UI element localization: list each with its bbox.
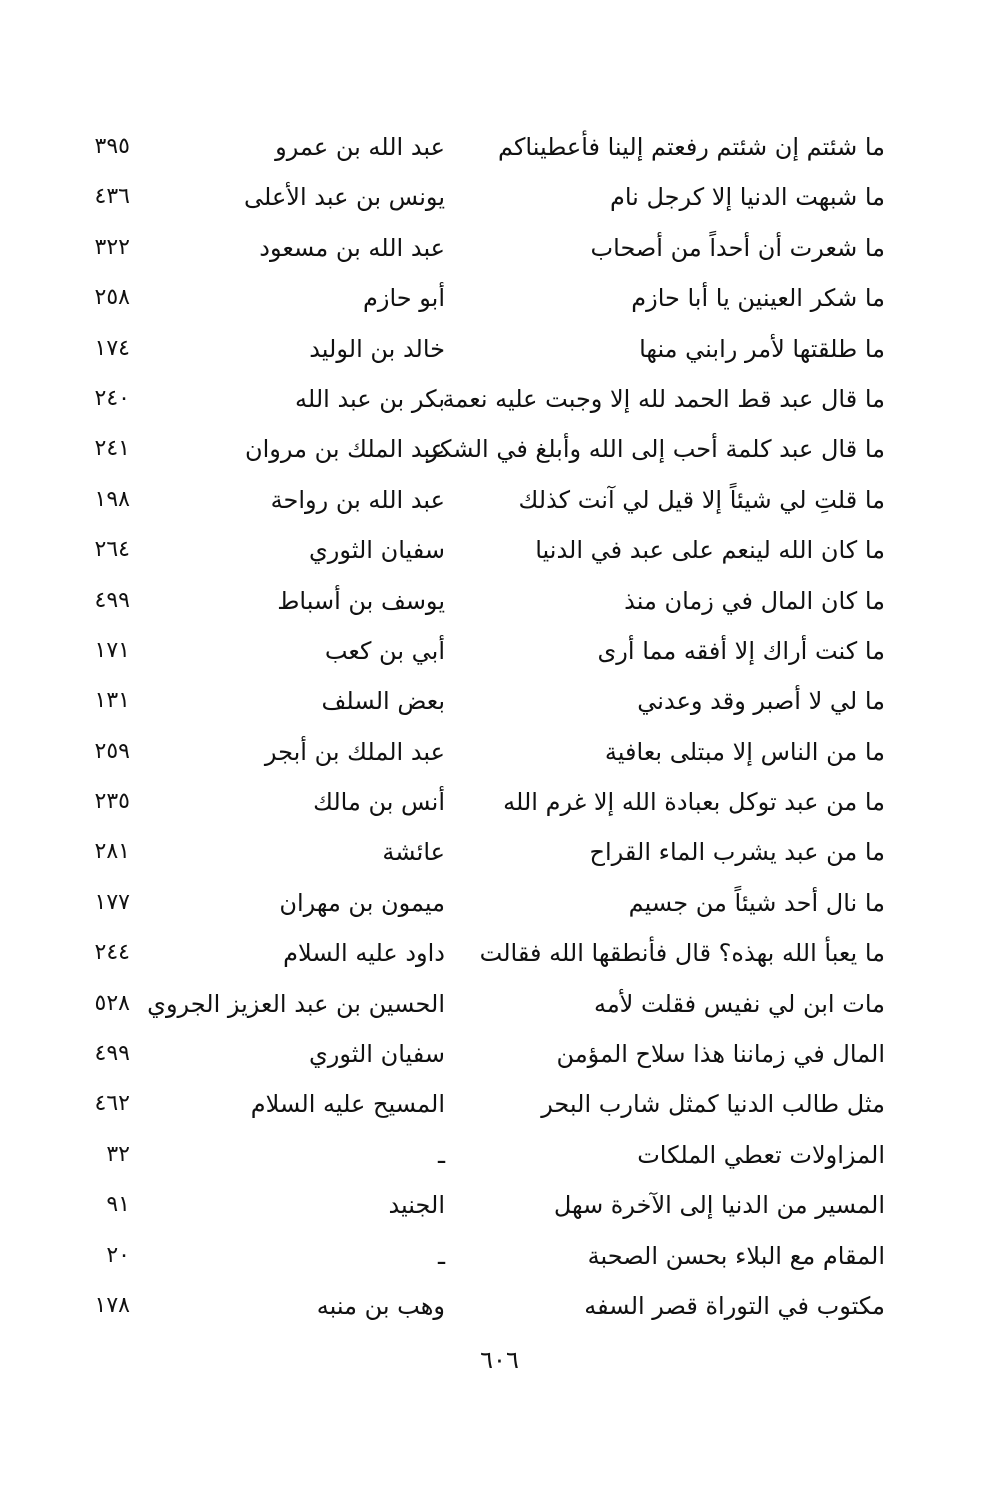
index-row (70, 777, 885, 827)
quote-phrase: ما كنت أراك إلا أفقه مما أرى (597, 636, 885, 665)
quote-phrase: المقام مع البلاء بحسن الصحبة (587, 1241, 885, 1270)
quote-phrase: ما طلقتها لأمر رابني منها (639, 334, 885, 363)
quote-phrase: ما قال عبد قط الحمد لله إلا وجبت عليه نعمة (442, 384, 885, 413)
narrator-name: عائشة (382, 838, 445, 867)
quote-phrase: المزاولات تعطي الملكات (637, 1140, 885, 1169)
index-row (70, 122, 885, 172)
page-reference: ١٣١ (94, 688, 130, 714)
narrator-name: وهب بن منبه (316, 1291, 445, 1320)
narrator-name: داود عليه السلام (283, 939, 445, 968)
narrator-name: يونس بن عبد الأعلى (244, 183, 445, 212)
quote-phrase: ما قلتِ لي شيئاً إلا قيل لي آنت كذلك (518, 485, 885, 514)
page-reference: ٣٢٢ (94, 234, 130, 260)
index-row (70, 525, 885, 575)
page-reference: ٥٢٨ (94, 990, 130, 1016)
quote-phrase: ما لي لا أصبر وقد وعدني (637, 687, 885, 716)
page-reference: ٣٩٥ (94, 134, 130, 159)
page-reference: ٢٥٨ (94, 285, 130, 311)
quote-phrase: ما من عبد توكل بعبادة الله إلا غرم الله (503, 788, 885, 817)
index-row (70, 172, 885, 222)
index-row (70, 1231, 885, 1281)
quote-phrase: ما نال أحد شيئاً من جسيم (628, 888, 885, 917)
page-reference: ٢٥٩ (94, 738, 130, 764)
narrator-name: أبو حازم (363, 284, 445, 313)
page-reference: ٢٤٠ (94, 385, 130, 411)
page-reference: ٣٢ (106, 1141, 130, 1167)
page-reference: ٢٣٥ (94, 789, 130, 815)
page-reference: ٩١ (106, 1192, 130, 1218)
index-row (70, 576, 885, 626)
narrator-name: الحسين بن عبد العزيز الجروي (147, 989, 445, 1018)
narrator-name: المسيح عليه السلام (250, 1090, 445, 1119)
index-row (70, 878, 885, 928)
index-row (70, 223, 885, 273)
quote-phrase: مكتوب في التوراة قصر السفه (584, 1291, 885, 1320)
page-reference: ١٧٧ (94, 889, 130, 915)
narrator-name: عبد الله بن رواحة (270, 485, 445, 514)
quote-phrase: المال في زماننا هذا سلاح المؤمن (556, 1040, 885, 1069)
quote-phrase: مثل طالب الدنيا كمثل شارب البحر (541, 1090, 885, 1119)
quote-phrase: ما كان المال في زمان منذ (624, 586, 885, 615)
quote-phrase: مات ابن لي نفيس فقلت لأمه (593, 989, 885, 1018)
index-row (70, 273, 885, 323)
narrator-name: عبد الملك بن أبجر (264, 737, 445, 766)
narrator-name: خالد بن الوليد (309, 334, 445, 363)
index-row (70, 1281, 885, 1331)
page-reference: ١٧١ (94, 637, 130, 663)
index-row (70, 324, 885, 374)
index-row (70, 1079, 885, 1129)
page-reference: ٢٠ (106, 1242, 130, 1268)
narrator-name: بعض السلف (321, 687, 445, 716)
narrator-name: ميمون بن مهران (279, 888, 445, 917)
page-reference: ٢٨١ (94, 839, 130, 865)
quote-phrase: ما كان الله لينعم على عبد في الدنيا (535, 536, 885, 565)
index-row (70, 827, 885, 877)
page-reference: ٤٩٩ (94, 587, 130, 613)
narrator-name: عبد الله بن عمرو (275, 133, 445, 161)
page-reference: ١٧٤ (94, 335, 130, 361)
quote-phrase: ما شبهت الدنيا إلا كرجل نام (610, 183, 885, 212)
page-reference: ٤٣٦ (94, 184, 130, 210)
index-row (70, 424, 885, 474)
quote-index-table (70, 122, 885, 1331)
narrator-name: الجنيد (388, 1191, 445, 1220)
narrator-name: ـ (437, 1140, 445, 1169)
quote-phrase: المسير من الدنيا إلى الآخرة سهل (553, 1191, 885, 1220)
narrator-name: بكر بن عبد الله (295, 384, 445, 413)
index-row (70, 626, 885, 676)
narrator-name: سفيان الثوري (308, 536, 445, 565)
quote-phrase: ما شعرت أن أحداً من أصحاب (590, 233, 885, 262)
index-row (70, 727, 885, 777)
quote-phrase: ما من عبد يشرب الماء القراح (589, 838, 885, 867)
quote-phrase: ما من الناس إلا مبتلى بعافية (604, 737, 885, 766)
index-row (70, 475, 885, 525)
quote-phrase: ما شئتم إن شئتم رفعتم إلينا فأعطيناكم (498, 133, 885, 161)
index-row (70, 374, 885, 424)
page-number: ٦٠٦ (480, 1346, 519, 1374)
quote-phrase: ما يعبأ الله بهذه؟ قال فأنطقها الله فقالت (479, 939, 885, 968)
quote-phrase: ما قال عبد كلمة أحب إلى الله وأبلغ في الشكر (426, 435, 885, 464)
index-row (70, 1130, 885, 1180)
index-row (70, 676, 885, 726)
quote-phrase: ما شكر العينين يا أبا حازم (631, 284, 885, 313)
index-row (70, 928, 885, 978)
page-reference: ١٧٨ (94, 1292, 130, 1318)
narrator-name: سفيان الثوري (308, 1040, 445, 1069)
index-row (70, 1180, 885, 1230)
page-reference: ٤٦٢ (94, 1091, 130, 1117)
page-reference: ١٩٨ (94, 486, 130, 512)
narrator-name: ـ (437, 1241, 445, 1270)
narrator-name: أنس بن مالك (313, 788, 445, 817)
narrator-name: عبد الملك بن مروان (244, 435, 445, 464)
narrator-name: عبد الله بن مسعود (259, 233, 445, 262)
index-row (70, 1029, 885, 1079)
narrator-name: يوسف بن أسباط (277, 586, 445, 615)
page-reference: ٤٩٩ (94, 1041, 130, 1067)
narrator-name: أبي بن كعب (324, 636, 445, 665)
page-reference: ٢٤١ (94, 436, 130, 462)
index-row (70, 979, 885, 1029)
page-reference: ٢٦٤ (94, 537, 130, 563)
page-reference: ٢٤٤ (94, 940, 130, 966)
